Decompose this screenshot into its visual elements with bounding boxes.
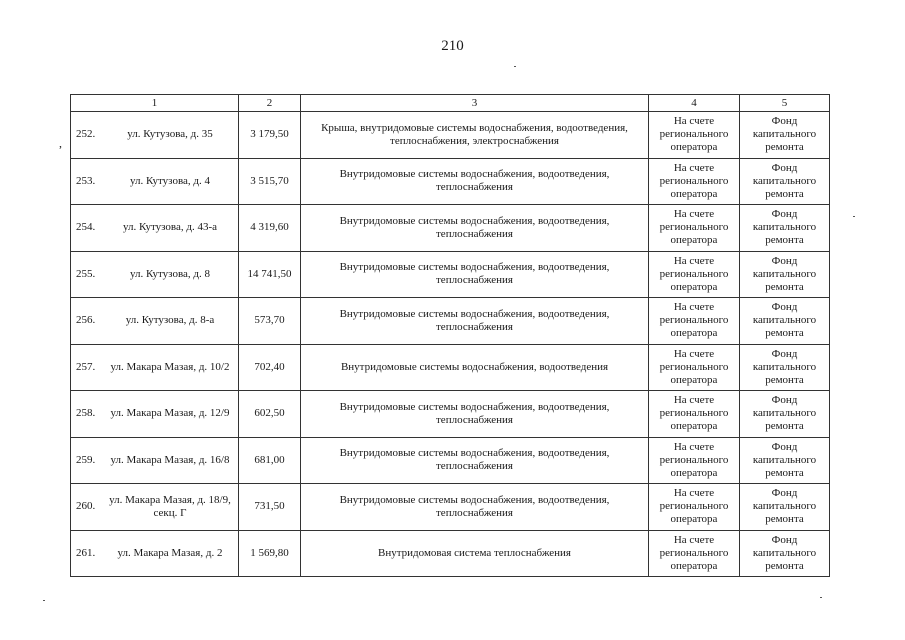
account-cell: На счете регионального оператора <box>649 205 740 252</box>
table-row <box>71 437 830 484</box>
address-cell <box>71 344 239 391</box>
row-number: 261. <box>76 546 96 559</box>
systems-cell: Внутридомовые системы водоснабжения, водоотведения, теплоснабжения <box>301 251 649 298</box>
source-cell: Фонд капитального ремонта <box>740 158 830 205</box>
source-cell: Фонд капитального ремонта <box>740 391 830 438</box>
account-cell: На счете регионального оператора <box>649 437 740 484</box>
account-cell: На счете регионального оператора <box>649 158 740 205</box>
systems-cell: Внутридомовая система теплоснабжения <box>301 530 649 577</box>
table-row <box>71 530 830 577</box>
account-cell: На счете регионального оператора <box>649 298 740 345</box>
table-row <box>71 251 830 298</box>
margin-mark: , <box>59 136 62 150</box>
address: ул. Кутузова, д. 4 <box>130 174 210 187</box>
area-cell: 602,50 <box>239 391 301 438</box>
table-row <box>71 298 830 345</box>
systems-cell: Внутридомовые системы водоснабжения, водоотведения, теплоснабжения <box>301 391 649 438</box>
row-number: 256. <box>76 314 96 327</box>
source-cell: Фонд капитального ремонта <box>740 484 830 531</box>
area-cell: 702,40 <box>239 344 301 391</box>
header-row <box>71 95 830 112</box>
table-row <box>71 205 830 252</box>
address-cell <box>71 158 239 205</box>
account-cell: На счете регионального оператора <box>649 530 740 577</box>
area-cell: 3 515,70 <box>239 158 301 205</box>
table-row <box>71 391 830 438</box>
source-cell: Фонд капитального ремонта <box>740 344 830 391</box>
area-cell: 4 319,60 <box>239 205 301 252</box>
systems-cell: Внутридомовые системы водоснабжения, водоотведения, теплоснабжения <box>301 158 649 205</box>
row-number: 258. <box>76 407 96 420</box>
systems-cell: Внутридомовые системы водоснабжения, водоотведения, теплоснабжения <box>301 298 649 345</box>
source-cell: Фонд капитального ремонта <box>740 530 830 577</box>
page-number: 210 <box>441 38 464 54</box>
address-cell <box>71 205 239 252</box>
address: ул. Кутузова, д. 35 <box>127 128 213 141</box>
repair-table <box>70 94 830 577</box>
source-cell: Фонд капитального ремонта <box>740 437 830 484</box>
row-number: 252. <box>76 128 96 141</box>
address: ул. Макара Мазая, д. 12/9 <box>110 407 230 420</box>
address-cell <box>71 391 239 438</box>
row-number: 259. <box>76 453 96 466</box>
scan-speck <box>514 66 516 67</box>
scan-speck <box>820 597 822 598</box>
address: ул. Кутузова, д. 43-а <box>122 221 218 234</box>
area-cell: 14 741,50 <box>239 251 301 298</box>
table-row <box>71 158 830 205</box>
row-number: 255. <box>76 267 96 280</box>
source-cell: Фонд капитального ремонта <box>740 251 830 298</box>
header-col-1: 1 <box>71 95 239 112</box>
row-number: 260. <box>76 500 96 513</box>
area-cell: 573,70 <box>239 298 301 345</box>
area-cell: 1 569,80 <box>239 530 301 577</box>
header-col-2: 2 <box>239 95 301 112</box>
address: ул. Кутузова, д. 8-а <box>125 314 215 327</box>
area-cell: 731,50 <box>239 484 301 531</box>
address-cell <box>71 112 239 159</box>
row-number: 254. <box>76 221 96 234</box>
area-cell: 681,00 <box>239 437 301 484</box>
systems-cell: Внутридомовые системы водоснабжения, водоотведения, теплоснабжения <box>301 484 649 531</box>
address-cell <box>71 251 239 298</box>
scan-speck <box>853 216 855 217</box>
address-cell <box>71 530 239 577</box>
account-cell: На счете регионального оператора <box>649 251 740 298</box>
systems-cell: Внутридомовые системы водоснабжения, водоотведения, теплоснабжения <box>301 437 649 484</box>
account-cell: На счете регионального оператора <box>649 484 740 531</box>
table-row <box>71 112 830 159</box>
account-cell: На счете регионального оператора <box>649 391 740 438</box>
area-cell: 3 179,50 <box>239 112 301 159</box>
header-col-4: 4 <box>649 95 740 112</box>
source-cell: Фонд капитального ремонта <box>740 298 830 345</box>
source-cell: Фонд капитального ремонта <box>740 205 830 252</box>
systems-cell: Внутридомовые системы водоснабжения, водоотведения <box>301 344 649 391</box>
address: ул. Макара Мазая, д. 10/2 <box>110 360 230 373</box>
table-row <box>71 344 830 391</box>
address: ул. Макара Мазая, д. 16/8 <box>110 453 230 466</box>
scan-speck <box>43 600 45 601</box>
table-row <box>71 484 830 531</box>
address: ул. Макара Мазая, д. 18/9, секц. Г <box>109 493 231 519</box>
header-col-5: 5 <box>740 95 830 112</box>
address-cell <box>71 437 239 484</box>
address: ул. Кутузова, д. 8 <box>130 267 210 280</box>
systems-cell: Крыша, внутридомовые системы водоснабжения, водоотведения, теплоснабжения, электроснабжения <box>301 112 649 159</box>
address-cell <box>71 484 239 531</box>
address: ул. Макара Мазая, д. 2 <box>117 546 223 559</box>
header-col-3: 3 <box>301 95 649 112</box>
systems-cell: Внутридомовые системы водоснабжения, водоотведения, теплоснабжения <box>301 205 649 252</box>
account-cell: На счете регионального оператора <box>649 112 740 159</box>
account-cell: На счете регионального оператора <box>649 344 740 391</box>
row-number: 257. <box>76 360 96 373</box>
source-cell: Фонд капитального ремонта <box>740 112 830 159</box>
address-cell <box>71 298 239 345</box>
row-number: 253. <box>76 174 96 187</box>
